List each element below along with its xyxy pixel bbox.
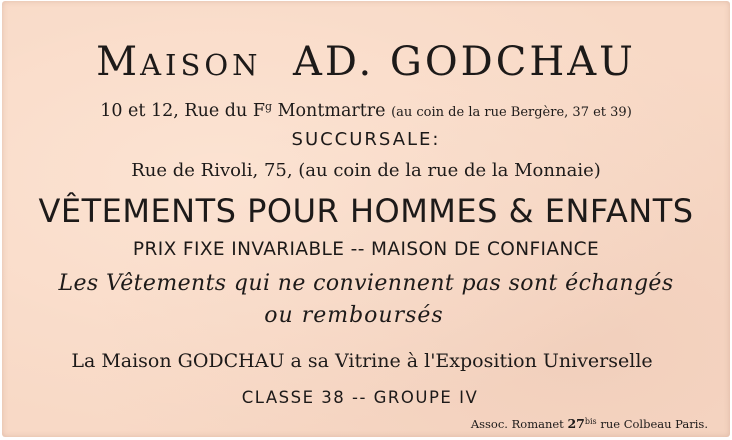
- prix-line: PRIX FIXE INVARIABLE -- MAISON DE CONFIANCE: [132, 239, 600, 260]
- shop-title: [2, 37, 730, 90]
- printer-number: 27: [567, 416, 585, 431]
- printer-bis: bis: [584, 417, 597, 426]
- exposition-line: La Maison GODCHAU a sa Vitrine à l'Exposition Universelle: [71, 350, 653, 372]
- address-prefix: 10 et 12, Rue du: [100, 101, 248, 121]
- address-corner-note: (au coin de la rue Bergère, 37 et 39): [391, 105, 632, 120]
- printer-prefix: Assoc.: [470, 417, 508, 431]
- title-shop-name: AD. GODCHAU: [292, 39, 636, 85]
- address-fg-sup: g: [264, 100, 273, 113]
- printer-suffix: rue Colbeau Paris.: [600, 417, 708, 431]
- address-fg-initial: F: [252, 101, 265, 121]
- printer-credit: [471, 413, 708, 433]
- title-maison-rest: AISON: [140, 48, 262, 82]
- address-suffix: Montmartre: [277, 101, 386, 121]
- printer-name: Romanet: [511, 417, 564, 431]
- title-maison-initial: M: [96, 39, 141, 85]
- branch-address: Rue de Rivoli, 75, (au coin de la rue de la Monnaie): [131, 160, 601, 181]
- main-address: [2, 94, 730, 126]
- headline: VÊTEMENTS POUR HOMMES & ENFANTS: [38, 192, 694, 230]
- exchange-line-2: ou remboursés: [264, 303, 444, 328]
- succursale-label: SUCCURSALE:: [291, 129, 441, 150]
- classe-line: CLASSE 38 -- GROUPE IV: [241, 388, 479, 407]
- exchange-line-1: Les Vêtements qui ne conviennent pas sont échangés: [58, 271, 674, 296]
- trade-card: [2, 1, 730, 437]
